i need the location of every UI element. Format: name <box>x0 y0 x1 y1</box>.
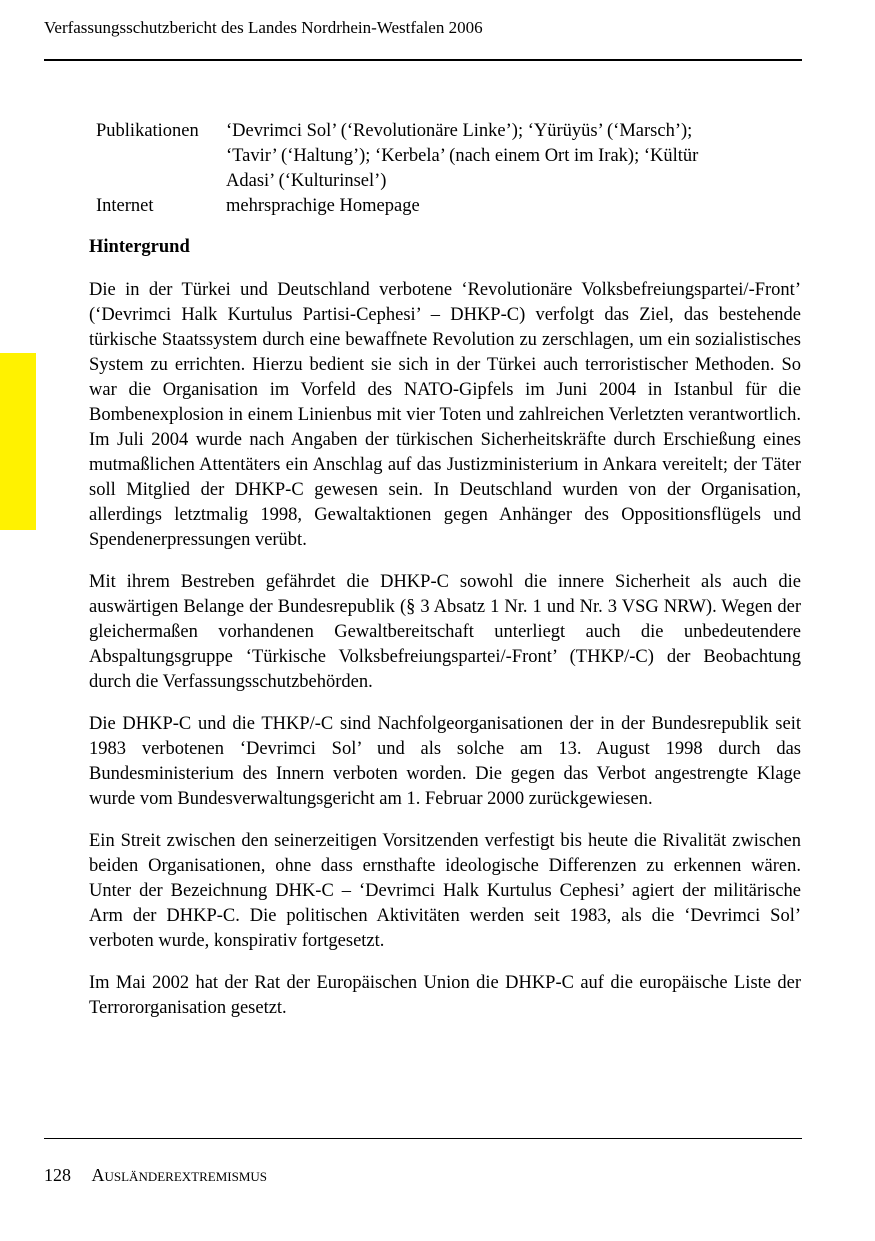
main-content <box>89 235 801 1021</box>
info-row-internet <box>96 194 776 219</box>
page-footer <box>44 1164 267 1186</box>
footer-section-label: Ausländerextremismus <box>91 1165 268 1185</box>
info-value-line: mehrsprachige Homepage <box>226 196 420 216</box>
info-value <box>226 194 776 219</box>
info-label: Internet <box>96 196 154 216</box>
info-table <box>96 119 776 219</box>
running-header-title: Verfassungsschutzbericht des Landes Nordrhein-Westfalen 2006 <box>44 18 483 37</box>
paragraph: Mit ihrem Bestreben gefährdet die DHKP-C sowohl die innere Sicherheit als auch die auswärtigen Belange der Bundesrepublik (§ 3 Absatz 1 Nr. 1 und Nr. 3 VSG NRW). Wegen der gleichermaßen vorhandenen Gewaltbereitschaft unterliegt auch die unbedeutendere Abspaltungsgruppe ‘Türkische Volksbefreiungspartei/-Front’ (THKP/-C) der Beobachtung durch die Verfassungsschutzbehörden. <box>89 572 801 692</box>
footer-divider <box>44 1138 802 1139</box>
chapter-side-marker <box>0 353 36 530</box>
page-number: 128 <box>44 1165 71 1185</box>
paragraph: Ein Streit zwischen den seinerzeitigen Vorsitzenden verfestigt bis heute die Rivalität zwischen beiden Organisationen, ohne dass ernsthafte ideologische Differenzen zu erkennen wären. Unter der Bezeichnung DHK-C – ‘Devrimci Halk Kurtulus Cephesi’ agiert der militärische Arm der DHKP-C. Die politischen Aktivitäten werden seit 1983, als die ‘Devrimci Sol’ verboten wurde, konspirativ fortgesetzt. <box>89 831 801 951</box>
paragraph: Im Mai 2002 hat der Rat der Europäischen Union die DHKP-C auf die europäische Liste der Terrororganisation gesetzt. <box>89 973 801 1018</box>
info-value-line: Adasi’ (‘Kulturinsel’) <box>226 171 387 191</box>
info-value <box>226 119 776 194</box>
paragraph: Die DHKP-C und die THKP/-C sind Nachfolgeorganisationen der in der Bundesrepublik seit 1983 verbotenen ‘Devrimci Sol’ und als solche am 13. August 1998 durch das Bundesministerium des Innern verboten worden. Die gegen das Verbot angestrengte Klage wurde vom Bundesverwaltungsgericht am 1. Februar 2000 zurückgewiesen. <box>89 714 801 809</box>
info-label: Publikationen <box>96 121 199 141</box>
info-value-line: ‘Devrimci Sol’ (‘Revolutionäre Linke’); ‘Yürüyüs’ (‘Marsch’); <box>226 121 693 141</box>
header-divider <box>44 59 802 61</box>
section-heading: Hintergrund <box>89 237 190 257</box>
info-value-line: ‘Tavir’ (‘Haltung’); ‘Kerbela’ (nach einem Ort im Irak); ‘Kültür <box>226 146 699 166</box>
info-row-publications <box>96 119 776 194</box>
paragraph: Die in der Türkei und Deutschland verbotene ‘Revolutionäre Volksbefreiungspartei/-Front’ (‘Devrimci Halk Kurtulus Partisi-Cephesi’ – DHKP-C) verfolgt das Ziel, das bestehende türkische Staatssystem durch eine bewaffnete Revolution zu zerschlagen, um ein sozialistisches System zu errichten. Hierzu bedient sie sich in der Türkei auch terroristischer Methoden. So war die Organisation im Vorfeld des NATO-Gipfels im Juni 2004 in Istanbul für die Bombenexplosion in einem Linienbus mit vier Toten und zahlreichen Verletzten verantwortlich. Im Juli 2004 wurde nach Angaben der türkischen Sicherheitskräfte durch Erschießung eines mutmaßlichen Attentäters ein Anschlag auf das Justizministerium in Ankara vereitelt; der Täter soll Mitglied der DHKP-C gewesen sein. In Deutschland wurden von der Organisation, allerdings letztmalig 1998, Gewaltaktionen gegen Anhänger des Oppositionsflügels und Spendenerpressungen verübt. <box>89 280 801 550</box>
